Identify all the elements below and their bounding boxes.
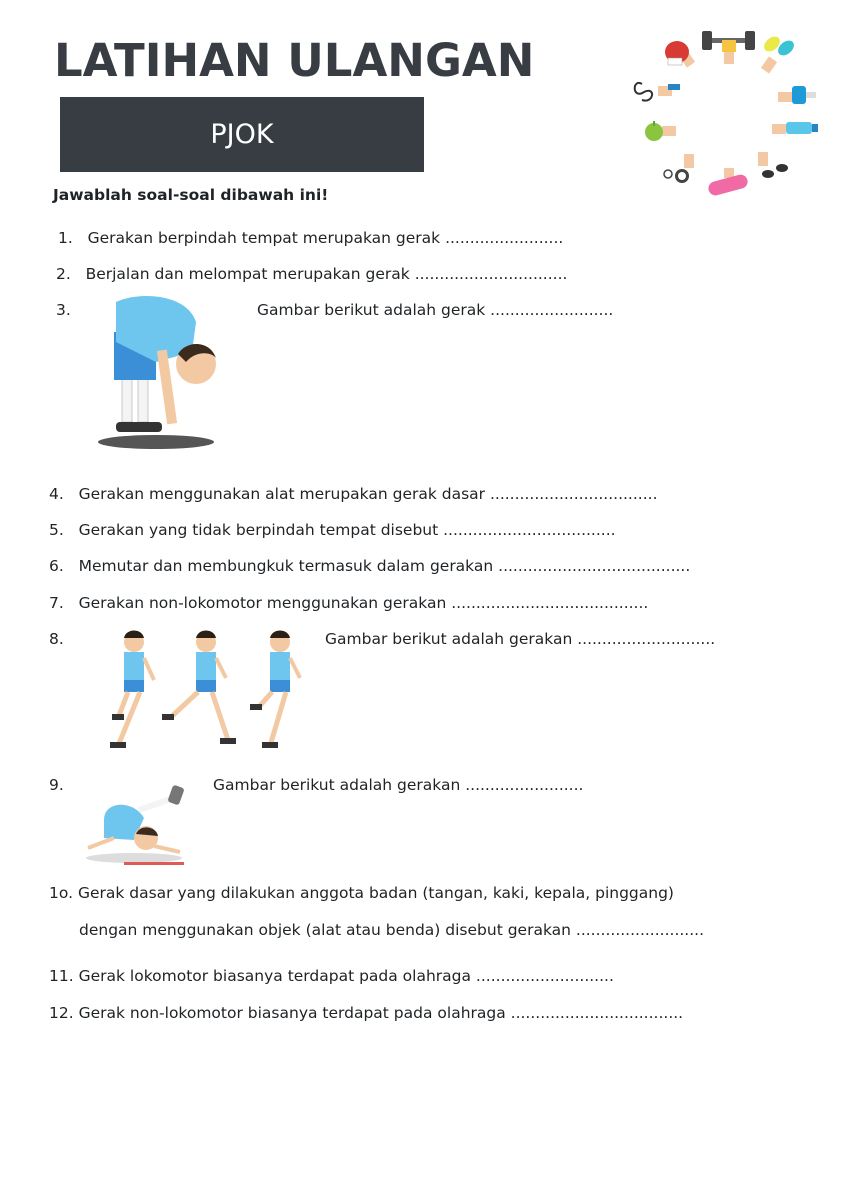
question-8-text: Gambar berikut adalah gerakan ............................	[325, 630, 716, 648]
question-text: Gerak non-lokomotor biasanya terdapat pada olahraga ...................................	[78, 1004, 684, 1022]
smartwatch-icon	[778, 86, 816, 104]
question-6	[49, 557, 690, 575]
water-bottle-icon	[772, 122, 818, 134]
question-3-text: Gambar berikut adalah gerak .........................	[257, 301, 614, 319]
running-child	[110, 631, 154, 749]
dumbbell-icon	[702, 31, 755, 64]
rolling-child-illustration	[84, 780, 194, 870]
subject-label: PJOK	[210, 119, 274, 150]
question-text: Memutar dan membungkuk termasuk dalam gerakan .......................................	[78, 557, 691, 575]
question-number: 4.	[49, 485, 64, 503]
jump-rope-icon	[635, 83, 680, 101]
question-text: Berjalan dan melompat merupakan gerak ...............................	[85, 265, 568, 283]
running-children-illustration	[104, 628, 308, 756]
question-number: 2.	[56, 265, 71, 283]
question-text: Gerakan berpindah tempat merupakan gerak ........................	[87, 229, 564, 247]
question-12	[49, 1004, 683, 1022]
question-number: 1.	[58, 229, 73, 247]
question-number: 1o.	[49, 884, 73, 902]
question-number: 7.	[49, 594, 64, 612]
question-number: 6.	[49, 557, 64, 575]
hand-grip-icon	[758, 152, 788, 178]
bending-child-illustration	[96, 292, 226, 452]
question-2	[56, 265, 567, 283]
question-1	[58, 229, 563, 247]
question-text: Gerakan menggunakan alat merupakan gerak dasar ..................................	[78, 485, 658, 503]
sports-equipment-illustration	[632, 28, 828, 204]
apple-icon	[645, 121, 676, 141]
question-text: Gerakan yang tidak berpindah tempat disebut ...................................	[78, 521, 616, 539]
instruction-text: Jawablah soal-soal dibawah ini!	[53, 186, 329, 204]
question-9-text: Gambar berikut adalah gerakan ........................	[213, 776, 584, 794]
question-text: Gerakan non-lokomotor menggunakan gerakan ........................................	[78, 594, 649, 612]
running-child	[162, 631, 236, 745]
question-number: 12.	[49, 1004, 74, 1022]
page-title: LATIHAN ULANGAN	[54, 34, 535, 87]
question-number: 5.	[49, 521, 64, 539]
question-7	[49, 594, 648, 612]
question-5	[49, 521, 616, 539]
question-10-continuation: dengan menggunakan objek (alat atau benda) disebut gerakan ..........................	[79, 921, 705, 939]
stopwatch-icon	[664, 154, 694, 183]
yoga-mat-icon	[707, 168, 749, 197]
question-9-number: 9.	[49, 776, 64, 794]
subject-banner	[60, 97, 424, 172]
question-10	[49, 884, 674, 902]
question-11	[49, 967, 614, 985]
question-8-number: 8.	[49, 630, 64, 648]
question-number: 11.	[49, 967, 74, 985]
question-4	[49, 485, 658, 503]
question-text: Gerak lokomotor biasanya terdapat pada olahraga ............................	[78, 967, 614, 985]
question-text: Gerak dasar yang dilakukan anggota badan (tangan, kaki, kepala, pinggang)	[77, 884, 674, 902]
running-child	[250, 631, 300, 749]
question-3-number: 3.	[56, 301, 71, 319]
boxing-glove-icon	[665, 41, 695, 68]
sneakers-icon	[761, 34, 797, 74]
